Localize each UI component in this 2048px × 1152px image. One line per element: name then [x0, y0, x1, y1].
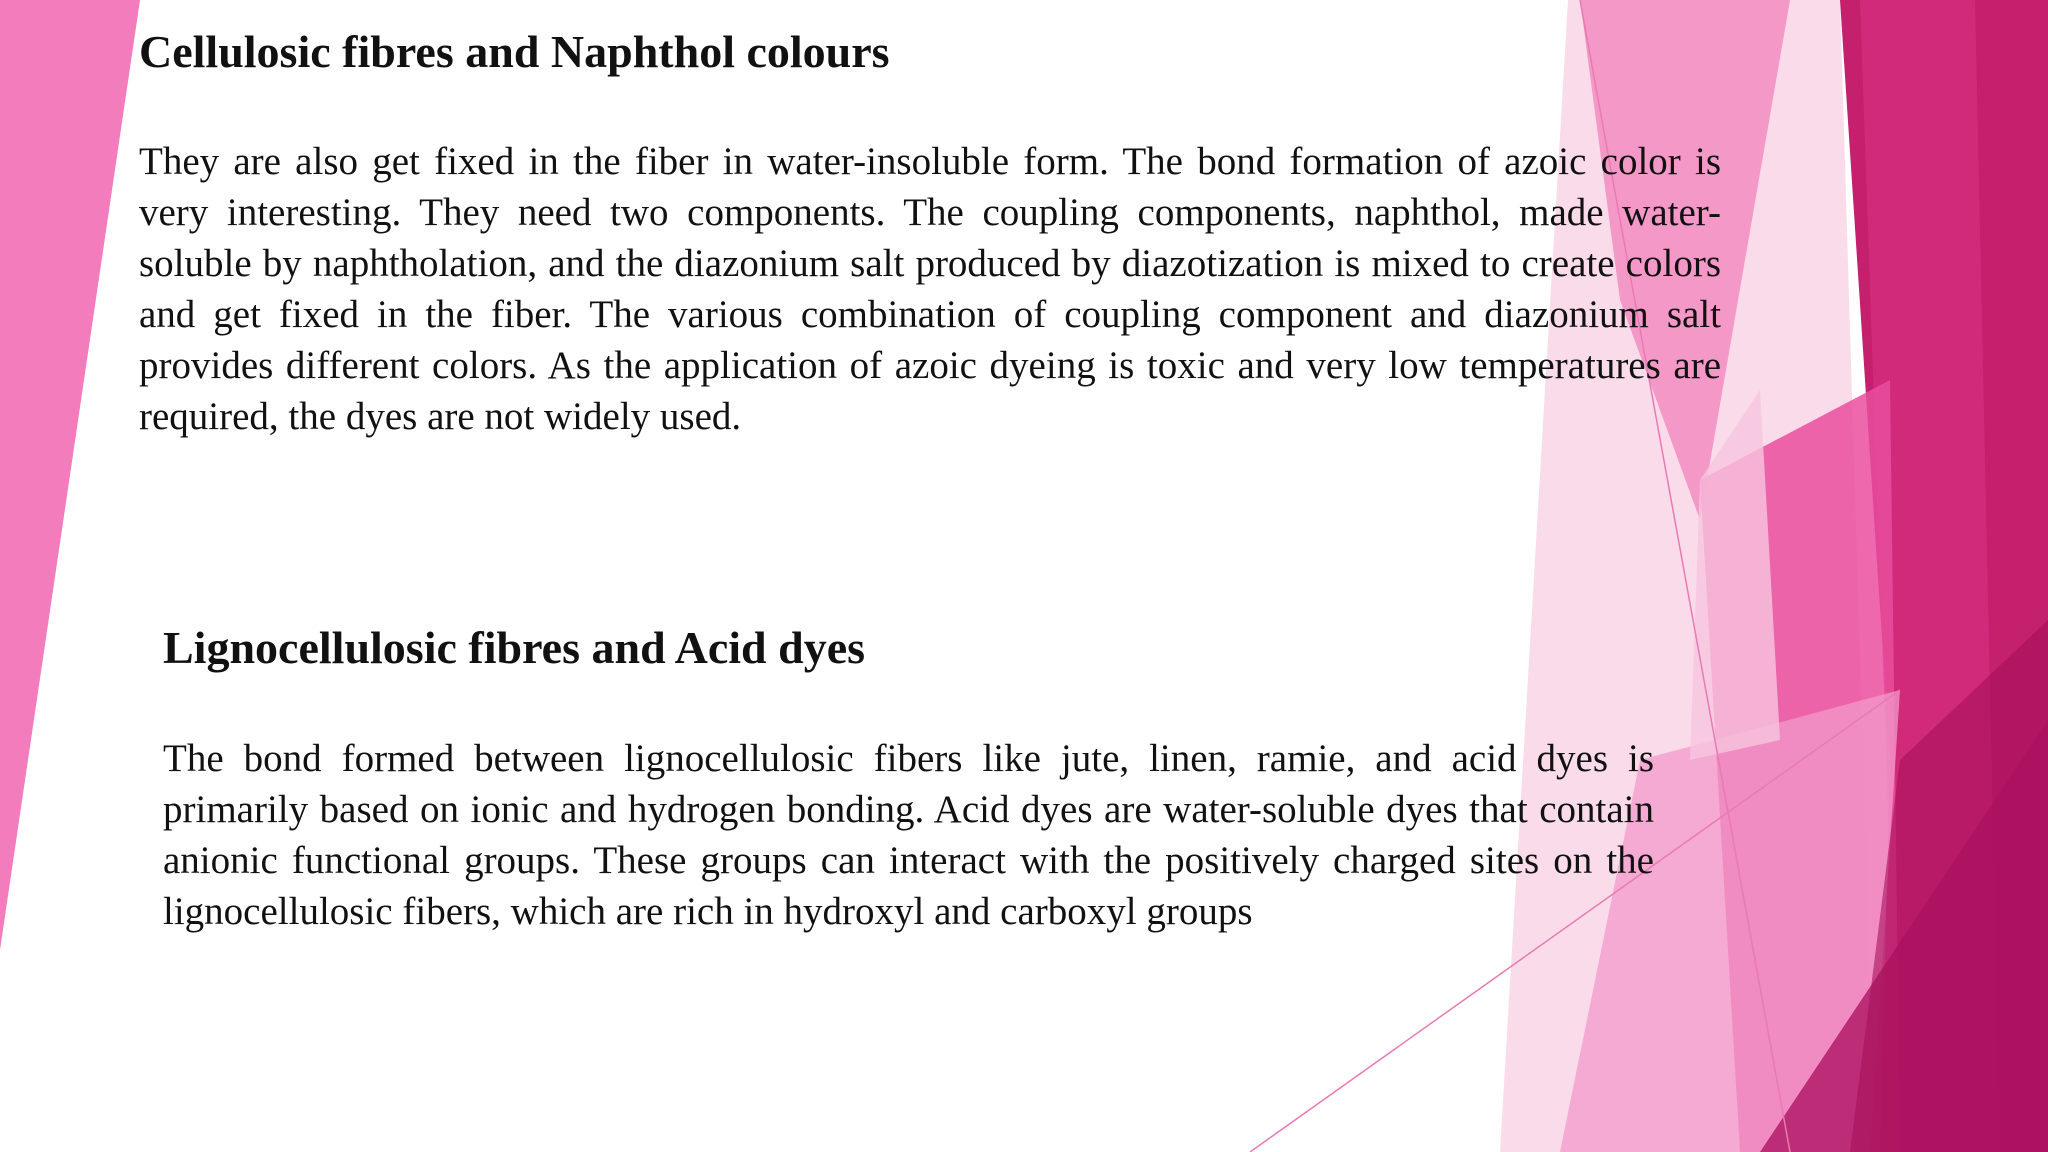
section-body-acid-dyes: The bond formed between lignocellulosic fibers like jute, linen, ramie, and acid dyes is primarily based on ionic and hydrogen bonding. Acid dyes are water-soluble dyes that contain anionic functional groups. These groups can interact with the positively charged sites on the lignocellulosic fibers, which are rich in hydroxyl and carboxyl groups	[163, 737, 1654, 933]
section-heading-acid-dyes: Lignocellulosic fibres and Acid dyes	[163, 622, 866, 673]
left-accent-shape	[0, 0, 140, 950]
section-heading-naphthol: Cellulosic fibres and Naphthol colours	[139, 26, 890, 77]
section-body-naphthol: They are also get fixed in the fiber in water-insoluble form. The bond formation of azoic color is very interesting. They need two components. The coupling components, naphthol, made water- soluble by naphtholation, and the diazonium salt produced by diazotization is mixed to create colors and get fixed in the fiber. The various combination of coupling component and diazonium salt provides different colors. As the application of azoic dyeing is toxic and very low temperatures are required, the dyes are not widely used.	[139, 140, 1721, 438]
